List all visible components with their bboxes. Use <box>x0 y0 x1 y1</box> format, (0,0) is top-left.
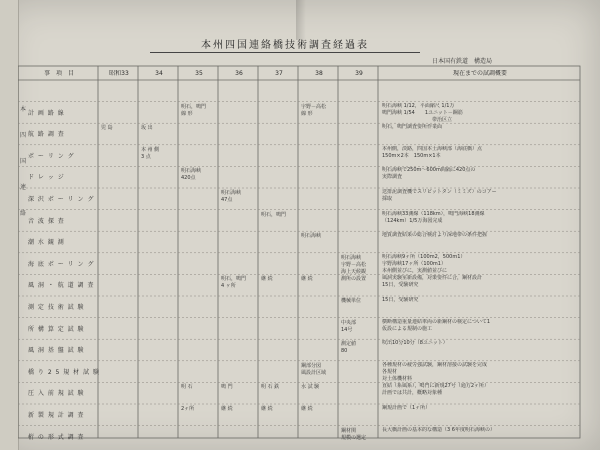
year-cell: 明石海峡 <box>301 233 322 240</box>
row-label: 潮 水 観 測 <box>28 239 65 247</box>
year-cell: 中央部 14号 <box>341 319 357 333</box>
column-header: 39 <box>355 70 363 77</box>
year-cell: 明 石 <box>181 384 193 391</box>
column-header: 事 項 目 <box>43 70 74 77</box>
column-header: 34 <box>155 70 163 77</box>
row-label: 測 定 技 術 試 験 <box>28 304 85 311</box>
year-cell: 水 試 験 <box>301 384 320 391</box>
page-fold-shadow <box>296 0 306 40</box>
year-cell: 坂 出 <box>141 125 153 132</box>
margin-character: 四 <box>20 132 27 139</box>
row-label: 新 製 規 計 調 査 <box>28 412 85 419</box>
margin-character: 絡 <box>20 210 27 217</box>
row-label: 計 画 路 線 <box>28 109 65 117</box>
row-label: 所 構 算 定 試 験 <box>28 325 85 333</box>
summary-cell: 直結（系風系），鳴門に新規27号（通方2ヶ所） 計画では共計，概略対象種 <box>382 383 490 397</box>
year-cell: 継 続 <box>221 406 233 412</box>
year-cell: 明石，鳴門 4 ヶ所 <box>221 276 247 290</box>
year-cell: 宇野－高松 線 形 <box>301 103 327 117</box>
column-header: 昭和33 <box>109 70 129 77</box>
year-cell: 継 続 <box>261 406 273 412</box>
row-label: ド レ ッ ジ <box>28 174 65 182</box>
organization-name: 日本国有鉄道 構造局 <box>432 58 493 65</box>
progress-table <box>18 64 582 440</box>
year-cell: 明石，鳴門 <box>261 211 287 218</box>
row-label: 音 波 探 査 <box>28 217 65 225</box>
column-header: 36 <box>235 70 243 77</box>
column-header: 現在までの試調概要 <box>452 70 507 77</box>
year-cell: 児 島 <box>101 125 113 132</box>
summary-cell: 各種規材の疲労強試験，鋼材溶接の試験を完成 各規材 対土体機材料 <box>382 361 488 382</box>
summary-cell: 地質調査結果の総合検討より深地帯の条件把握 <box>382 232 488 239</box>
year-cell: 2ヶ所 <box>181 406 195 412</box>
summary-cell: 長大橋計画の基本的な構造（3 6年度明石海峡の） <box>382 426 495 433</box>
column-header: 37 <box>275 70 283 77</box>
column-header: 38 <box>315 70 323 77</box>
year-cell: 鋼材関 規模の選定 <box>341 427 367 441</box>
year-cell: 継 続 <box>261 276 273 283</box>
year-cell: 明石，鳴門 線 形 <box>181 103 207 117</box>
row-label: 橋 り 2 5 規 材 試 験 <box>28 368 100 376</box>
summary-cell: 送排泥調査機でスリピットタン（ミミズ）のコアー 採取 <box>382 189 497 202</box>
year-cell: 機械単位 <box>341 298 362 304</box>
column-header: 35 <box>195 70 203 77</box>
row-label: 海 底 ボ ー リ ン グ <box>28 260 95 268</box>
year-cell: 継 続 <box>301 276 313 283</box>
summary-cell: 明石海峡 1/12，平面縮尺 1/1万 鳴門海峡 1/54 1ユニット－鋼筋 帯治区立 <box>382 102 463 123</box>
summary-cell: 明石海峡9ヶ所（100m2，500m1） 宇野海峡17ヶ所（100m1） 本州側並びに，実測値並びに <box>382 253 466 274</box>
row-label: 圧 入 前 規 試 験 <box>28 390 85 398</box>
summary-cell: 鋼規計画で（1ヶ所） <box>382 405 431 411</box>
year-cell: 継 続 <box>301 406 313 412</box>
row-label: 深 沢 ボ ー リ ン グ <box>28 196 95 203</box>
row-label: 桁 の 形 式 調 査 <box>28 433 85 441</box>
year-cell: 明 石 鉄 <box>261 384 280 391</box>
year-cell: 明石海峡 420点 <box>181 168 202 182</box>
margin-character: 本 <box>20 106 27 113</box>
facing-page-edge <box>0 0 19 450</box>
year-cell: 測定値 80 <box>341 341 357 355</box>
summary-cell: 風洞実験室新設備，対策要件に合，鋼材設計 15日，受験研究 <box>382 275 483 289</box>
row-label: 航 路 調 査 <box>28 131 65 139</box>
row-label: ボ ー リ ン グ <box>28 152 75 160</box>
margin-character: 連 <box>20 184 27 191</box>
year-cell: 鋼部分図 風設計区域 <box>301 362 327 376</box>
row-label: 風 洞 基 盤 試 験 <box>28 347 85 355</box>
summary-cell: 吹出10分10分（8ユニット） <box>382 340 448 347</box>
summary-cell: 明石，鳴門調査要所作業面 <box>382 124 443 131</box>
summary-cell: 15日，受験研究 <box>382 297 419 303</box>
summary-cell: 本州側，淡路，四国本土海峡部（海底橋）点 150m×2本 150m×1本 <box>382 145 483 159</box>
document-title: 本州四国連絡橋技術調査経過表 <box>150 36 420 53</box>
year-cell: 鳴 門 <box>221 384 233 391</box>
year-cell: 明石海峡 宇野－高松 海上天候観 測所の設置 <box>341 254 367 282</box>
row-label: 風 洞 ・ 航 道 調 査 <box>28 282 95 290</box>
summary-cell: 明石海峡33測線（118km），鳴門海峡18測線 （124km）1/5万海図完成 <box>382 210 485 224</box>
year-cell: 明石海峡 47点 <box>221 190 242 203</box>
margin-character: 国 <box>20 158 27 165</box>
summary-cell: 明石海峡で250m～600m間隔に420点の 実際調査 <box>382 167 476 181</box>
year-cell: 本 州 側 3 点 <box>141 146 160 160</box>
summary-cell: 横断構造重量連結車両の新鋼材の検定について1 仮設による規制の施工 <box>382 318 491 332</box>
